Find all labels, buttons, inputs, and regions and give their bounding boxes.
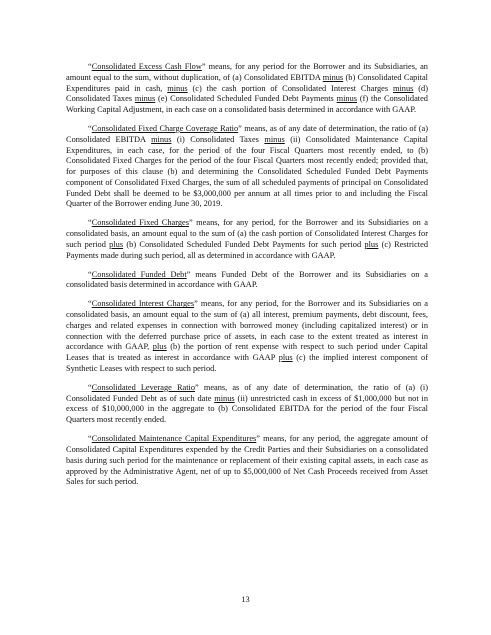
defined-term: Consolidated Interest Charges [91, 299, 195, 309]
underlined-operator: plus [152, 342, 167, 352]
definition-text: ” means, as of any date of determination, the ratio of (a) (i) Consolidated Funded Debt as of such date [66, 382, 428, 403]
definition-funded-debt [66, 270, 428, 292]
definition-text: (c) the implied interest component of Synthetic Leases with respect to such period. [66, 353, 429, 373]
definition-leverage-ratio [66, 383, 428, 426]
definition-text: (c) the cash portion of Consolidated Interest Charges [187, 83, 393, 93]
definition-text: “ [88, 62, 92, 71]
defined-term: Consolidated Excess Cash Flow [91, 62, 202, 71]
definition-text: “ [88, 299, 92, 309]
definition-text: “ [88, 269, 92, 279]
underlined-operator: minus [151, 134, 172, 144]
underlined-operator: plus [278, 353, 293, 363]
definition-maintenance-capital-expenditures [66, 434, 428, 488]
page-number: 13 [241, 595, 250, 604]
underlined-operator: minus [393, 83, 414, 93]
underlined-operator: minus [214, 393, 235, 403]
underlined-operator: plus [109, 239, 124, 249]
definition-text: “ [88, 124, 92, 134]
definition-text: (e) Consolidated Scheduled Funded Debt Payments [155, 94, 337, 104]
underlined-operator: minus [167, 83, 188, 93]
definition-text: (b) Consolidated Capital Expenditures paid in cash, [66, 72, 428, 93]
definition-text: ” means Funded Debt of the Borrower and its Subsidiaries on a consolidated basis determined in accordance with GAAP. [66, 269, 428, 290]
definition-text: (i) Consolidated Taxes [171, 134, 265, 144]
definition-text: ” means, for any period, the aggregate amount of Consolidated Capital Expenditures expended by the Credit Parties and their Subsidiaries on a consolidated basis during such period for the maintenance or replacement of their existing capital assets, in each case as approved by the Administrative Agent, net of up to $5,000,000 of Net Cash Proceeds received from Asset Sales for such period. [66, 434, 428, 487]
defined-term: Consolidated Funded Debt [91, 269, 187, 279]
definition-text: ” means, for any period for the Borrower and its Subsidiaries, an amount equal to the sum, without duplication, of (a) Consolidated EBITDA [66, 62, 428, 82]
definition-text: (b) Consolidated Scheduled Funded Debt Payments for such period [123, 239, 365, 249]
definitions-body [66, 62, 428, 496]
definition-text: (c) Restricted Payments made during such period, all as determined in accordance with GAAP. [66, 239, 428, 260]
defined-term: Consolidated Fixed Charges [91, 218, 189, 228]
definition-text: “ [88, 434, 92, 444]
definition-interest-charges [66, 299, 428, 374]
defined-term: Consolidated Maintenance Capital Expenditures [91, 434, 257, 444]
underlined-operator: minus [336, 94, 358, 104]
underlined-operator: minus [134, 94, 156, 104]
definition-text: “ [88, 382, 92, 392]
definition-text: (ii) Consolidated Maintenance Capital Expenditures, in each case, for the period of the four Fiscal Quarters most recently ended, to (b) Consolidated Fixed Charges for the period of the four Fiscal Quarters most recently ended; provided that, for purposes of this clause (b) and determining the Consolidated Scheduled Funded Debt Payments component of Consolidated Fixed Charges, the sum of all scheduled payments of principal on Consolidated Funded Debt shall be deemed to be $3,000,000 per annum at all times prior to and including the Fiscal Quarter of the Borrower ending June 30, 2019. [66, 134, 428, 209]
definition-excess-cash-flow [66, 62, 428, 116]
definition-text: (f) the Consolidated Working Capital Adjustment, in each case on a consolidated basis determined in accordance with GAAP. [66, 94, 428, 114]
defined-term: Consolidated Leverage Ratio [91, 382, 196, 392]
underlined-operator: minus [264, 134, 285, 144]
definition-text: (b) the portion of rent expense with respect to such period under Capital Leases that is treated as interest in accordance with GAAP [66, 342, 428, 363]
underlined-operator: plus [364, 239, 379, 249]
definition-text: ” means, as of any date of determination, the ratio of (a) Consolidated EBITDA [66, 124, 428, 144]
definition-text: (ii) unrestricted cash in excess of $1,000,000 but not in excess of $10,000,000 in the aggregate to (b) Consolidated EBITDA for the period of the four Fiscal Quarters most recently ended. [66, 393, 428, 425]
definition-text: (d) Consolidated Taxes [66, 83, 428, 104]
definition-fixed-charges [66, 218, 428, 261]
defined-term: Consolidated Fixed Charge Coverage Ratio [91, 124, 239, 134]
definition-text: ” means, for any period, for the Borrower and its Subsidiaries on a consolidated basis, an amount equal to the sum of (a) all interest, premium payments, debt discount, fees, charges and related expenses in connection with borrowed money (including capitalized interest) or in connection with the deferred purchase price of assets, in each case to the extent treated as interest in accordance with GAAP, [66, 299, 428, 352]
definition-fixed-charge-coverage-ratio [66, 124, 428, 210]
definition-text: ” means, for any period, for the Borrower and its Subsidiaries on a consolidated basis, an amount equal to the sum of (a) the cash portion of Consolidated Interest Charges for such period [66, 218, 428, 249]
underlined-operator: minus [322, 72, 344, 82]
definition-text: “ [88, 218, 92, 228]
